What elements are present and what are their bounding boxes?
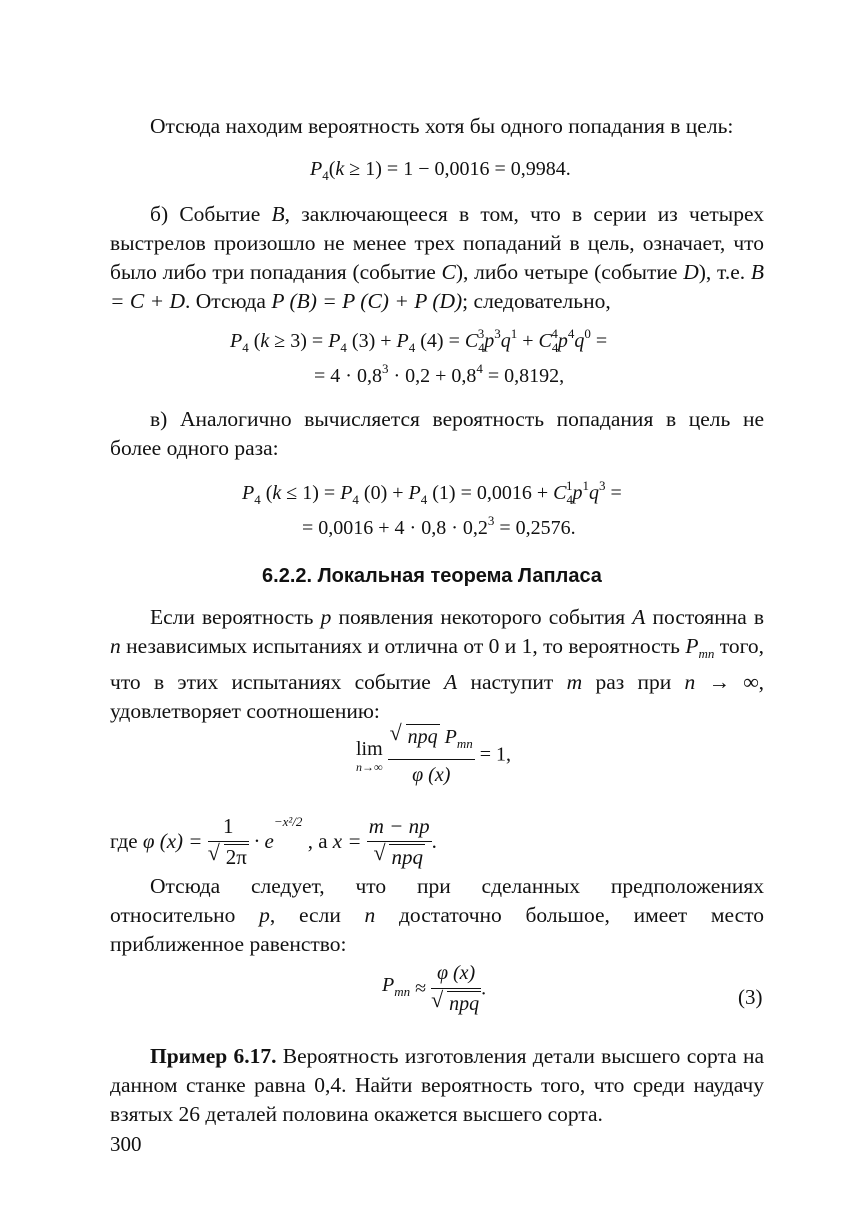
formula-at-least-three-line2: = $4 \cdot 0,8^3 \cdot 0,2 + 0,8^4 = 0,8192$, <box>314 361 565 387</box>
paragraph-intro <box>110 112 764 141</box>
page-number: 300 <box>110 1132 142 1156</box>
paragraph-laplace-theorem: Если вероятность p появления некоторого события A постоянна в n независимых испытаниях и отлична от 0 и 1, то вероятность $P_{mn}$ того, что в этих испытаниях событие A наступит m раз при n → ∞, удовлетворяет соотношению: <box>110 605 765 723</box>
paragraph-example: Пример 6.17. Вероятность изготовления детали высшего сорта на данном станке равна 0,4. Найти вероятность того, что среди наудачу взятых 26 деталей половина окажется высшего сорта. <box>110 1044 764 1126</box>
limit-fraction: √ npq $P_{mn}$ φ (x) <box>389 720 473 786</box>
formula-at-most-one-line2: = $0,0016 + 4 \cdot 0,8 \cdot 0,2^3 = 0,2576$. <box>302 513 576 539</box>
text-p1: Отсюда находим вероятность хотя бы одного попадания в цель: <box>150 114 734 138</box>
formula-at-least-one: $P_4(k \ge 1) = 1 - 0,0016 = 0,9984$. <box>310 158 571 183</box>
section-heading: 6.2.2. Локальная теорема Лапласа <box>262 565 602 587</box>
formula-at-most-one-line1: $P_4$ $(k \le 1) = P_4$ $(0) + P_4$ $(1) = 0,0016 + C_4^1p^1q^3$ = <box>242 478 622 507</box>
example-label: Пример 6.17. <box>150 1044 277 1068</box>
formula-phi-definition: где φ (x) = 1 √ 2π · $e^{-x^2/2}$ , а x = m − np √ npq . <box>110 813 437 869</box>
formula-approximate-equality: $P_{mn}$ ≈ φ (x) √ npq . <box>382 962 487 1015</box>
limit-operator: lim n→∞ <box>356 738 383 774</box>
formula-limit: lim n→∞ √ npq $P_{mn}$ φ (x) = 1, <box>356 720 512 786</box>
paragraph-approximation: Отсюда следует, что при сделанных предположениях относительно p, если n достаточно большое, имеет место приближенное равенство: <box>110 874 764 956</box>
paragraph-event-b: б) Событие B, заключающееся в том, что в серии из четырех выстрелов произошло не менее трех попаданий в цель, означает, что было либо три попадания (событие C), либо четыре (событие D), т.е. B = C + D. Отсюда P (B) = P (C) + P (D); следовательно, <box>110 202 765 313</box>
formula-at-least-three-line1: $P_4$ $(k \ge 3) = P_4$ $(3) + P_4$ $(4) = C_4^3p^3q^1 + C_4^4p^4q^0$ = <box>230 326 608 355</box>
equation-number: (3) <box>738 985 763 1009</box>
paragraph-at-most-one: в) Аналогично вычисляется вероятность попадания в цель не более одного раза: <box>110 407 764 460</box>
